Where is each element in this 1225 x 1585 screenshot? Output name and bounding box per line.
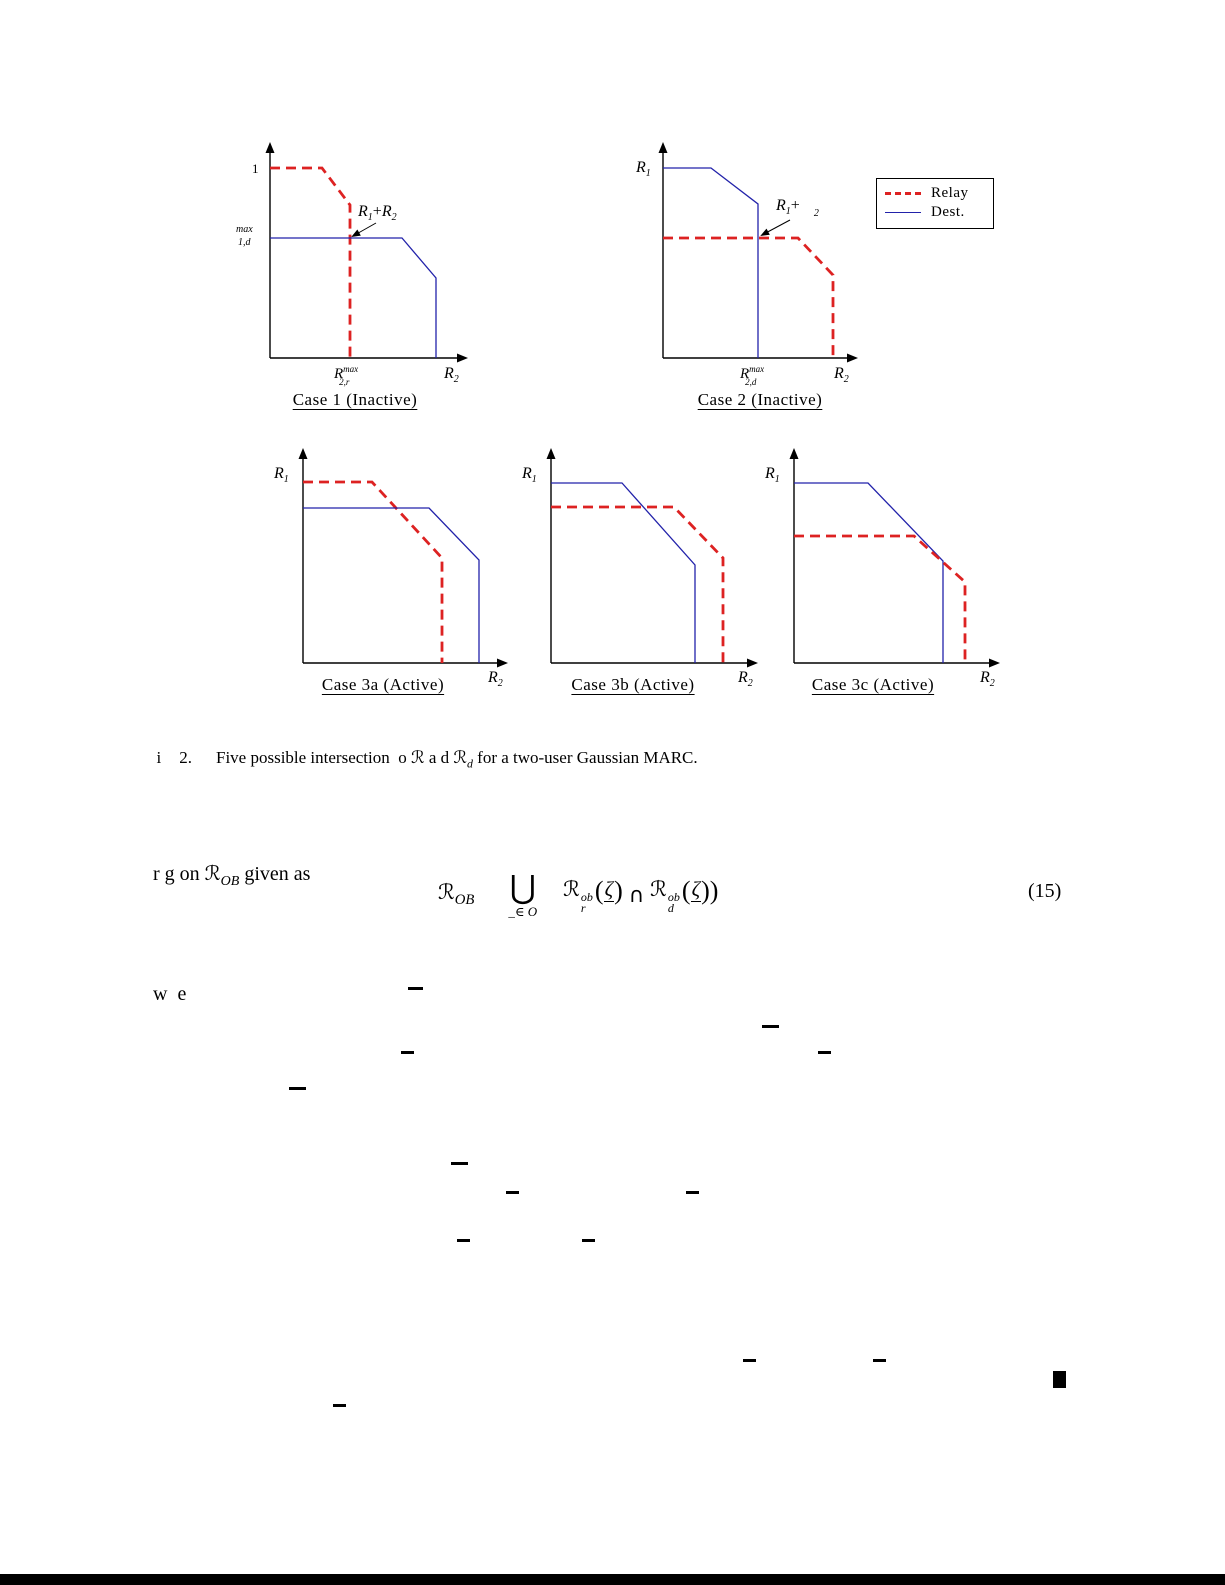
figure-caption-label: i	[156, 748, 162, 767]
svg-text:R1: $R_1$	[636, 159, 651, 179]
svg-text:R2: $R_2$	[980, 669, 995, 689]
case-3c-plot	[748, 438, 1003, 688]
legend-label-relay: Relay	[931, 185, 969, 201]
equation-number: (15)	[1028, 880, 1062, 902]
case-2-plot	[630, 128, 900, 388]
svg-text:R2: $R_2$	[738, 669, 753, 689]
union-subscript	[508, 905, 537, 918]
plot-legend	[876, 178, 994, 229]
equation-lhs-subscript: OB	[454, 892, 475, 909]
svg-text:1: 1	[252, 161, 259, 176]
dest-term-symbol: ℛ	[650, 877, 667, 901]
case-3b-caption: Case 3b (Active)	[571, 675, 695, 694]
relay-term-close-paren: )	[614, 876, 623, 905]
text-fragment-dash	[289, 1087, 306, 1090]
text-fragment-dash	[743, 1359, 756, 1362]
paragraph-lead: r g on	[153, 863, 205, 885]
svg-text:Rmax2,d: $R^{max}$ 2,d	[740, 364, 765, 387]
text-fragment-dash	[408, 987, 423, 990]
figure-caption-text2: a d	[424, 748, 454, 767]
equation-15	[438, 868, 719, 919]
svg-text:R1+R2: $R_1+R_2$	[358, 203, 397, 223]
outer-bound-region-symbol: ℛ	[204, 861, 221, 885]
figure-caption-text1: Five possible intersection o	[215, 748, 411, 767]
case-3a-caption: Case 3a (Active)	[321, 675, 445, 694]
where-line	[143, 960, 186, 1006]
equation-lhs	[438, 880, 474, 909]
figure-caption-number: 2.	[179, 748, 192, 767]
relay-dashed-line-icon	[885, 192, 921, 195]
relay-term-symbol: ℛ	[563, 877, 580, 901]
intersection-symbol: ∩	[628, 883, 645, 907]
union-operator	[508, 868, 538, 919]
svg-text:R2: $R_2$	[488, 669, 503, 689]
dest-term-sup: ob	[667, 890, 680, 904]
case-3a-plot	[258, 438, 513, 688]
relay-term-scripts	[581, 892, 593, 914]
legend-row-relay	[885, 184, 985, 203]
text-fragment-dash	[873, 1359, 886, 1362]
text-fragment-dash	[333, 1404, 346, 1407]
case-3c-caption: Case 3c (Active)	[811, 675, 935, 694]
text-fragment-dash	[506, 1191, 519, 1194]
paragraph-line	[143, 838, 310, 890]
dest-term-sub: d	[667, 901, 674, 915]
legend-label-dest: Dest.	[931, 204, 965, 220]
text-fragment-dash	[818, 1051, 831, 1054]
svg-text:R1: $R_1$	[522, 465, 537, 485]
dest-region-subscript: d	[466, 756, 473, 771]
figure-caption-text3: for a two-user Gaussian MARC.	[472, 748, 698, 767]
case-1-caption: Case 1 (Inactive)	[292, 390, 418, 409]
svg-text:R1: $R_1$	[274, 465, 289, 485]
svg-text:R2: $R_2$	[834, 365, 849, 385]
text-fragment-dash	[582, 1239, 595, 1242]
relay-term-sub: r	[580, 901, 586, 915]
text-fragment-dash	[401, 1051, 414, 1054]
text-fragment-dash	[451, 1162, 468, 1165]
figure-caption	[148, 728, 698, 771]
svg-text:R1: $R_1$	[765, 465, 780, 485]
case-2-caption: Case 2 (Inactive)	[697, 390, 823, 409]
svg-text:Rmax2,r: $R^{max}$ 2,r	[334, 364, 359, 387]
relay-term	[563, 876, 623, 914]
dest-term-zeta: ζ	[691, 877, 701, 901]
relay-region-symbol: ℛ	[411, 748, 425, 768]
relay-term-zeta: ζ	[604, 877, 614, 901]
case-1-plot	[230, 128, 480, 388]
equation-lhs-symbol: ℛ	[438, 880, 455, 905]
relay-term-sup: ob	[580, 890, 593, 904]
dest-term-open-paren: (	[681, 876, 691, 905]
svg-text:R2: $R_2$	[444, 365, 459, 385]
legend-row-dest	[885, 203, 985, 222]
paragraph-tail: given as	[239, 863, 311, 885]
where-text: w e	[153, 983, 187, 1005]
svg-text:R1+2: $R_1+ _2$	[776, 197, 819, 219]
text-fragment-dash	[762, 1025, 779, 1028]
union-subscript-blank: _	[508, 904, 515, 919]
page-bottom-bar	[0, 1574, 1225, 1585]
relay-term-open-paren: (	[594, 876, 604, 905]
case-3b-plot	[508, 438, 763, 688]
text-fragment-dash	[686, 1191, 699, 1194]
svg-text:1,d: 1,d	[238, 237, 251, 248]
text-fragment-dash	[457, 1239, 470, 1242]
outer-bound-region-subscript: OB	[220, 874, 240, 889]
dest-term-close-paren: ))	[701, 876, 719, 905]
union-symbol: ⋃	[509, 868, 536, 906]
element-of-symbol: ∈	[514, 904, 525, 919]
dest-solid-line-icon	[885, 212, 921, 213]
union-subscript-set: O	[527, 904, 538, 919]
dest-term	[650, 876, 718, 914]
dest-term-scripts	[668, 892, 680, 914]
svg-text:max: max	[236, 224, 253, 235]
qed-square	[1053, 1371, 1066, 1388]
dest-region-symbol: ℛ	[453, 748, 467, 768]
